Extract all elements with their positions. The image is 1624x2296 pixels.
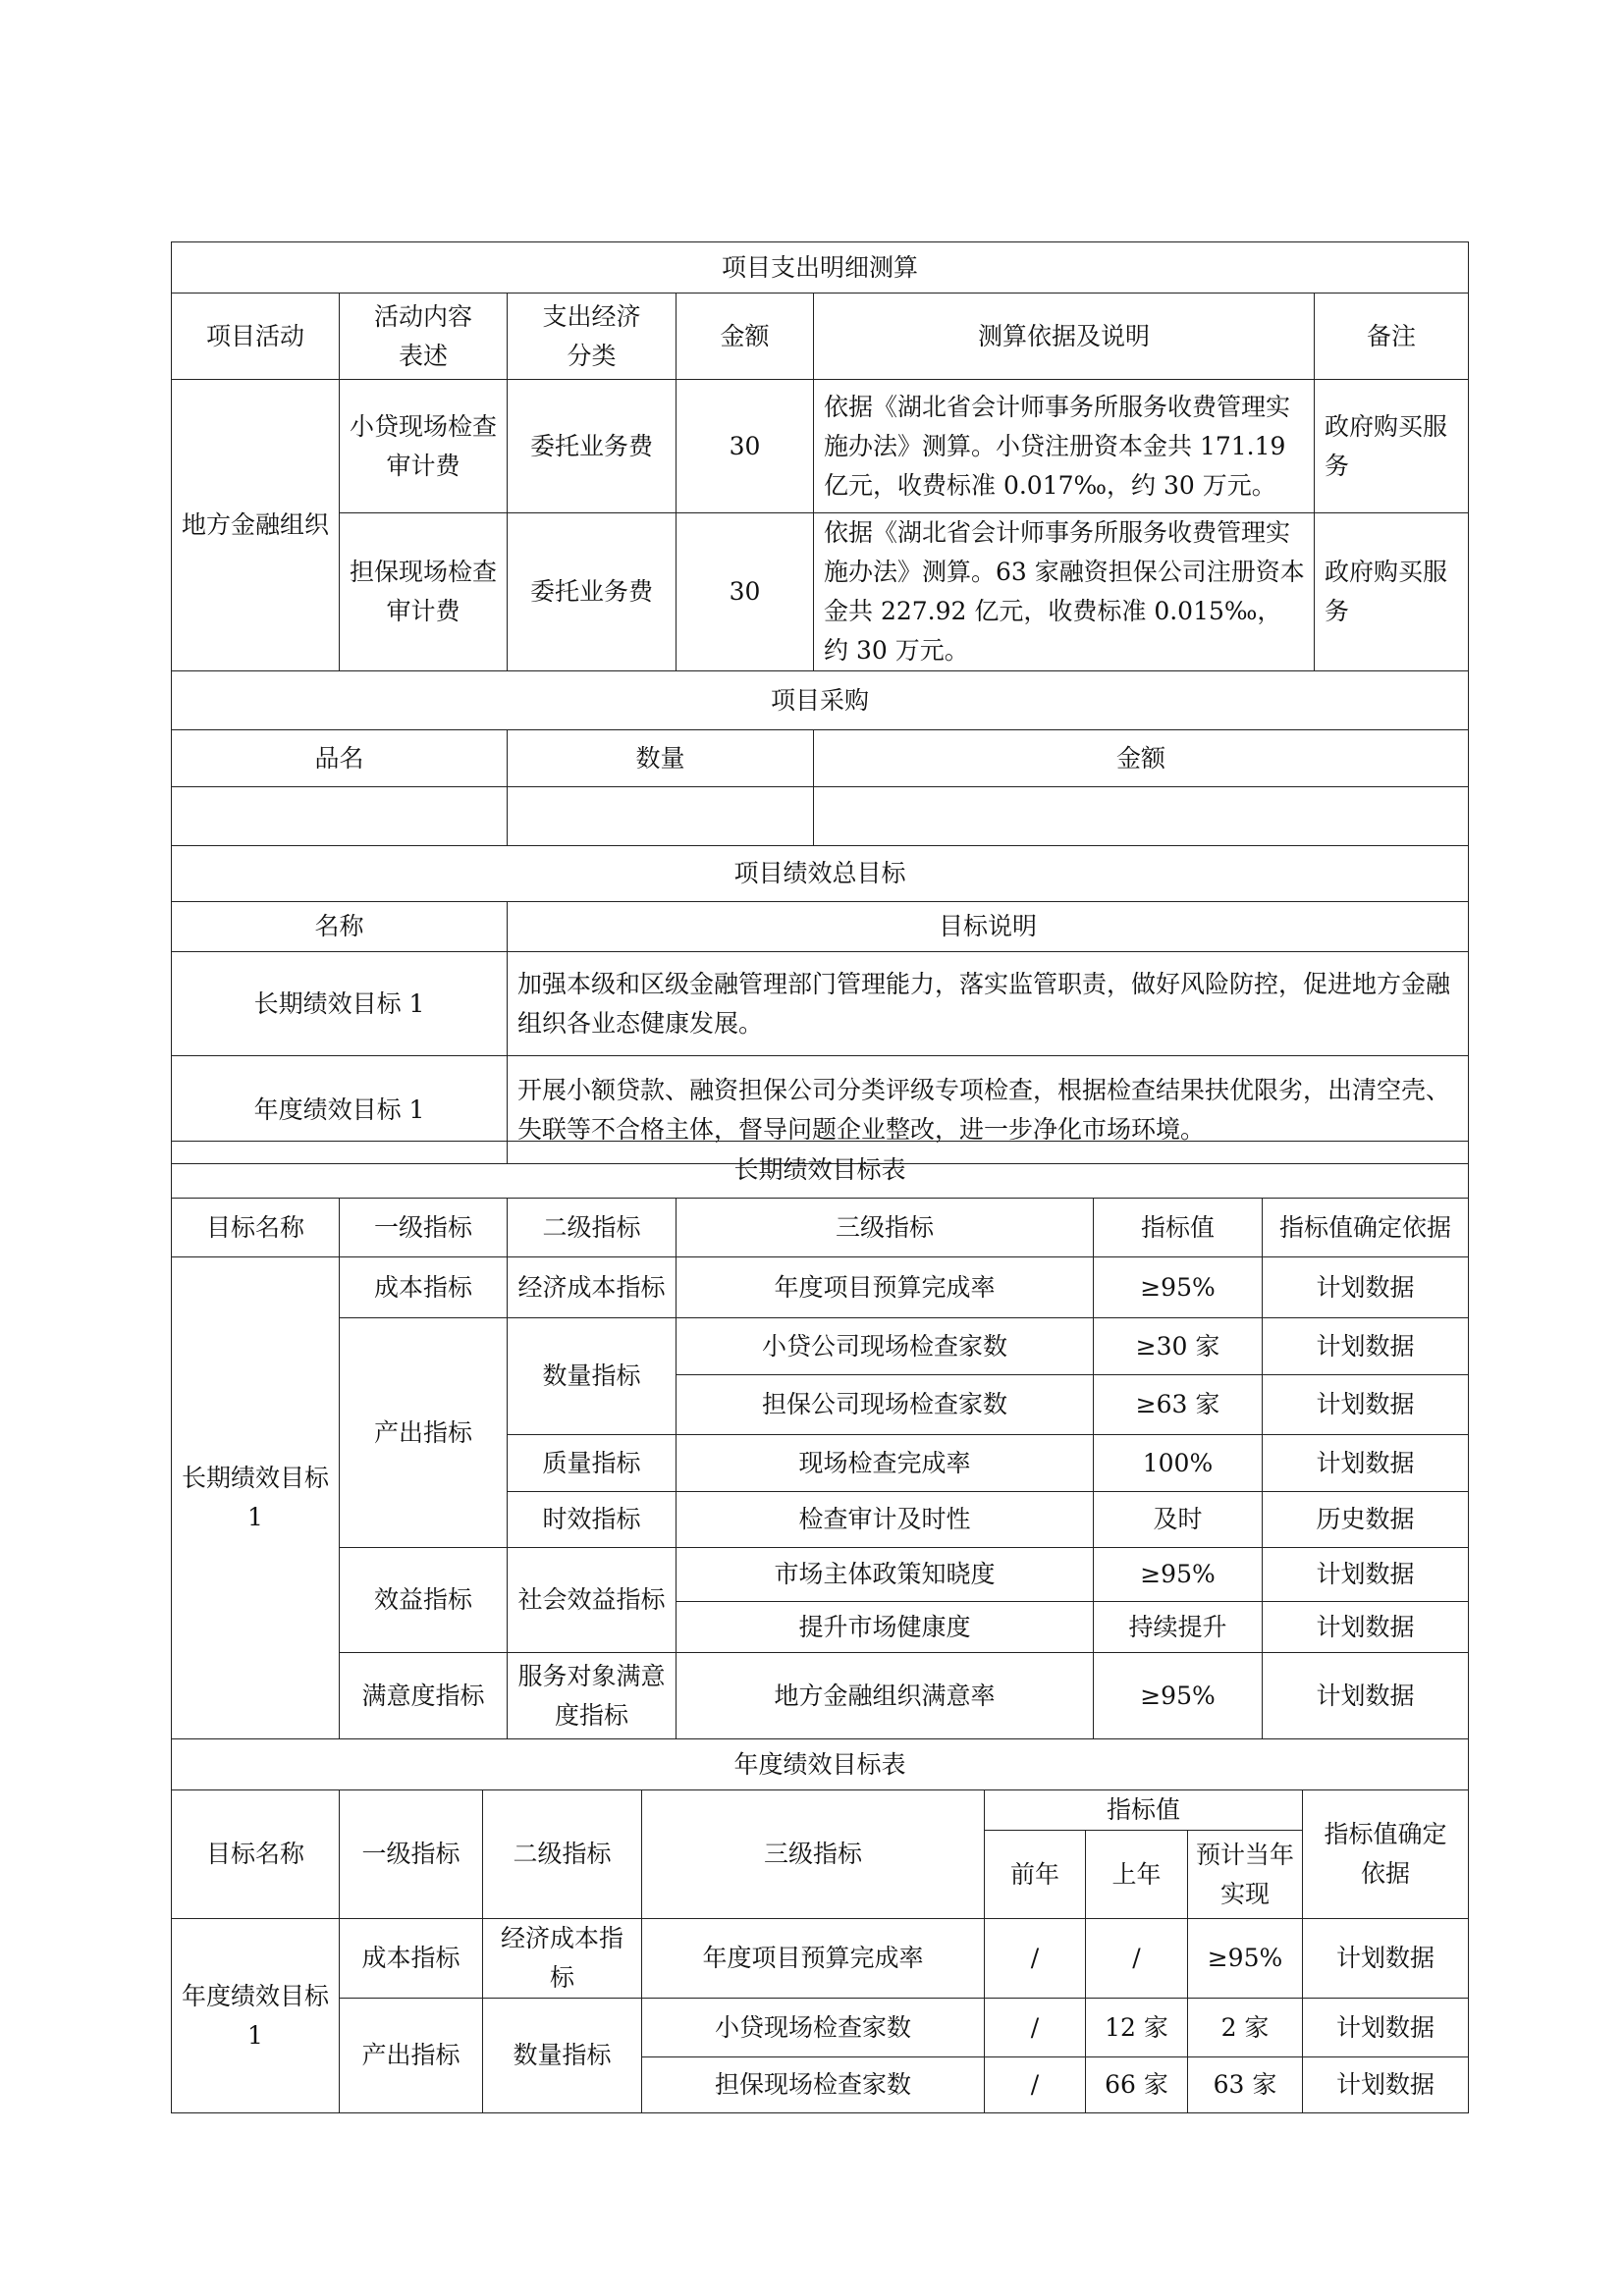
lt-header-l1: 一级指标 <box>340 1199 508 1257</box>
row1-category: 委托业务费 <box>508 380 677 513</box>
an-header-target: 目标名称 <box>172 1790 340 1919</box>
lt-row-value: ≥95% <box>1094 1653 1263 1739</box>
goal-annual-name: 年度绩效目标 1 <box>172 1056 508 1164</box>
lt-target-cell: 长期绩效目标1 <box>172 1257 340 1739</box>
procurement-empty-amount <box>814 787 1469 846</box>
an-l2-quantity: 数量指标 <box>483 1999 642 2113</box>
header-activity: 项目活动 <box>172 294 340 380</box>
lt-header-basis: 指标值确定依据 <box>1263 1199 1469 1257</box>
row2-content: 担保现场检查 审计费 <box>340 513 508 671</box>
lt-l2-timeliness: 时效指标 <box>508 1492 677 1548</box>
lt-row-value: ≥95% <box>1094 1257 1263 1318</box>
long-term-target-table <box>171 1141 1469 1739</box>
lt-row-value: ≥63 家 <box>1094 1375 1263 1435</box>
lt-row-basis: 计划数据 <box>1263 1257 1469 1318</box>
lt-row-basis: 计划数据 <box>1263 1318 1469 1375</box>
row1-note: 政府购买服务 <box>1315 380 1469 513</box>
goal-long-desc: 加强本级和区级金融管理部门管理能力，落实监管职责，做好风险防控，促进地方金融组织各业态健康发展。 <box>508 952 1469 1056</box>
an-row-prev2: / <box>985 1999 1086 2057</box>
header-category: 支出经济 分类 <box>508 294 677 380</box>
goals-header-desc: 目标说明 <box>508 902 1469 952</box>
an-row-l3: 小贷现场检查家数 <box>642 1999 985 2057</box>
an-row-prev1: / <box>1086 1919 1188 1999</box>
lt-row-l3: 市场主体政策知晓度 <box>677 1548 1094 1602</box>
row2-amount: 30 <box>677 513 814 671</box>
lt-row-value: ≥95% <box>1094 1548 1263 1602</box>
row1-basis: 依据《湖北省会计师事务所服务收费管理实施办法》测算。小贷注册资本金共 171.19 亿元，收费标准 0.017‰，约 30 万元。 <box>814 380 1315 513</box>
an-row-prev1: 12 家 <box>1086 1999 1188 2057</box>
row1-content: 小贷现场检查 审计费 <box>340 380 508 513</box>
header-basis: 测算依据及说明 <box>814 294 1315 380</box>
lt-row-l3: 地方金融组织满意率 <box>677 1653 1094 1739</box>
an-row-prev2: / <box>985 2057 1086 2113</box>
budget-detail-table <box>171 241 1469 1164</box>
an-row-l3: 年度项目预算完成率 <box>642 1919 985 1999</box>
lt-l2-econ-cost: 经济成本指标 <box>508 1257 677 1318</box>
goals-section-title: 项目绩效总目标 <box>172 846 1469 902</box>
an-header-value: 指标值 <box>985 1790 1303 1831</box>
an-header-expected: 预计当年 实现 <box>1188 1831 1303 1919</box>
row2-category: 委托业务费 <box>508 513 677 671</box>
lt-header-l3: 三级指标 <box>677 1199 1094 1257</box>
procurement-empty-item <box>172 787 508 846</box>
an-header-l1: 一级指标 <box>340 1790 483 1919</box>
an-row-basis: 计划数据 <box>1303 1999 1469 2057</box>
lt-header-l2: 二级指标 <box>508 1199 677 1257</box>
lt-row-value: 持续提升 <box>1094 1602 1263 1653</box>
an-row-expected: 63 家 <box>1188 2057 1303 2113</box>
lt-header-target: 目标名称 <box>172 1199 340 1257</box>
an-row-expected: 2 家 <box>1188 1999 1303 2057</box>
lt-row-value: 及时 <box>1094 1492 1263 1548</box>
lt-row-basis: 计划数据 <box>1263 1435 1469 1492</box>
detail-section-title: 项目支出明细测算 <box>172 242 1469 294</box>
lt-row-value: 100% <box>1094 1435 1263 1492</box>
procurement-section-title: 项目采购 <box>172 671 1469 730</box>
procurement-header-item: 品名 <box>172 730 508 787</box>
row2-note: 政府购买服务 <box>1315 513 1469 671</box>
lt-row-l3: 小贷公司现场检查家数 <box>677 1318 1094 1375</box>
an-row-prev2: / <box>985 1919 1086 1999</box>
lt-row-basis: 计划数据 <box>1263 1548 1469 1602</box>
header-amount: 金额 <box>677 294 814 380</box>
activity-cell: 地方金融组织 <box>172 380 340 671</box>
lt-l2-quality: 质量指标 <box>508 1435 677 1492</box>
header-content: 活动内容 表述 <box>340 294 508 380</box>
lt-row-l3: 担保公司现场检查家数 <box>677 1375 1094 1435</box>
row1-amount: 30 <box>677 380 814 513</box>
lt-l1-output: 产出指标 <box>340 1318 508 1548</box>
an-row-expected: ≥95% <box>1188 1919 1303 1999</box>
procurement-header-amount: 金额 <box>814 730 1469 787</box>
an-l1-output: 产出指标 <box>340 1999 483 2113</box>
an-l1-cost: 成本指标 <box>340 1919 483 1999</box>
lt-row-l3: 检查审计及时性 <box>677 1492 1094 1548</box>
an-header-basis: 指标值确定 依据 <box>1303 1790 1469 1919</box>
lt-l1-satisfaction: 满意度指标 <box>340 1653 508 1739</box>
lt-row-l3: 年度项目预算完成率 <box>677 1257 1094 1318</box>
lt-row-l3: 提升市场健康度 <box>677 1602 1094 1653</box>
row2-basis: 依据《湖北省会计师事务所服务收费管理实施办法》测算。63 家融资担保公司注册资本金共 227.92 亿元，收费标准 0.015‰，约 30 万元。 <box>814 513 1315 671</box>
an-header-prev1: 上年 <box>1086 1831 1188 1919</box>
lt-row-basis: 计划数据 <box>1263 1653 1469 1739</box>
goal-annual-desc: 开展小额贷款、融资担保公司分类评级专项检查，根据检查结果扶优限劣，出清空壳、失联等不合格主体，督导问题企业整改，进一步净化市场环境。 <box>508 1056 1469 1164</box>
lt-row-basis: 计划数据 <box>1263 1375 1469 1435</box>
an-target-cell: 年度绩效目标1 <box>172 1919 340 2113</box>
an-row-prev1: 66 家 <box>1086 2057 1188 2113</box>
lt-row-value: ≥30 家 <box>1094 1318 1263 1375</box>
long-term-section-title: 长期绩效目标表 <box>172 1142 1469 1199</box>
lt-row-l3: 现场检查完成率 <box>677 1435 1094 1492</box>
an-header-prev2: 前年 <box>985 1831 1086 1919</box>
lt-row-basis: 历史数据 <box>1263 1492 1469 1548</box>
lt-l1-benefit: 效益指标 <box>340 1548 508 1653</box>
an-row-basis: 计划数据 <box>1303 1919 1469 1999</box>
goals-header-name: 名称 <box>172 902 508 952</box>
lt-row-basis: 计划数据 <box>1263 1602 1469 1653</box>
lt-l2-quantity: 数量指标 <box>508 1318 677 1435</box>
an-header-l2: 二级指标 <box>483 1790 642 1919</box>
header-note: 备注 <box>1315 294 1469 380</box>
an-header-l3: 三级指标 <box>642 1790 985 1919</box>
procurement-empty-qty <box>508 787 814 846</box>
procurement-header-qty: 数量 <box>508 730 814 787</box>
annual-target-table <box>171 1738 1469 2113</box>
annual-section-title: 年度绩效目标表 <box>172 1739 1469 1790</box>
lt-l1-cost: 成本指标 <box>340 1257 508 1318</box>
lt-l2-service: 服务对象满意 度指标 <box>508 1653 677 1739</box>
lt-l2-social: 社会效益指标 <box>508 1548 677 1653</box>
an-row-l3: 担保现场检查家数 <box>642 2057 985 2113</box>
an-row-basis: 计划数据 <box>1303 2057 1469 2113</box>
an-l2-econ-cost: 经济成本指标 <box>483 1919 642 1999</box>
goal-long-name: 长期绩效目标 1 <box>172 952 508 1056</box>
lt-header-value: 指标值 <box>1094 1199 1263 1257</box>
